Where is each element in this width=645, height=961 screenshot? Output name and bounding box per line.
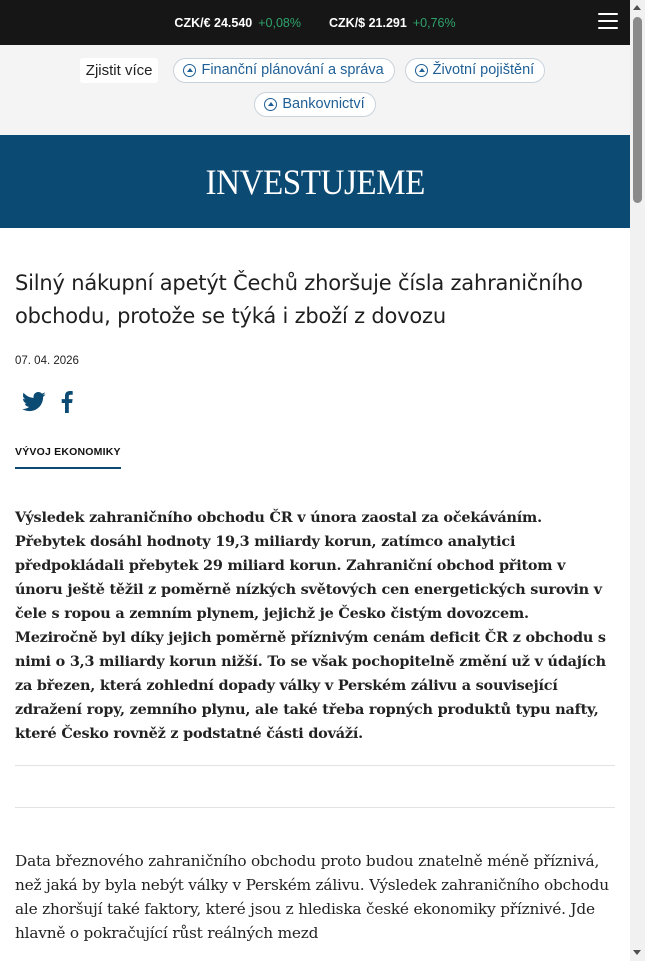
share-buttons: [15, 390, 615, 414]
facebook-icon[interactable]: [60, 391, 74, 413]
chip-life-insurance[interactable]: [405, 58, 546, 83]
topic-chips: [0, 45, 630, 135]
chip-label: Bankovnictví: [282, 96, 365, 112]
brand-banner[interactable]: [0, 135, 630, 228]
hamburger-icon[interactable]: [598, 13, 618, 31]
chip-banking[interactable]: [254, 92, 375, 117]
ticker-item-eur: [174, 16, 301, 30]
hamburger-line: [598, 27, 618, 29]
ticker-pair: CZK/€ 24.540: [174, 15, 253, 30]
divider: [15, 807, 615, 808]
scroll-down-icon[interactable]: [633, 950, 641, 955]
article-title: Silný nákupní apetýt Čechů zhoršuje čísla zahraničního obchodu, protože se týká i zboží z dovozu: [15, 271, 583, 328]
arrow-up-circle-icon: [415, 64, 428, 77]
hamburger-line: [598, 20, 618, 22]
article: [0, 267, 630, 945]
scrollbar[interactable]: [630, 0, 645, 961]
learn-more-label: Zjistit více: [80, 58, 159, 83]
currency-ticker: [0, 0, 630, 45]
chip-label: Finanční plánování a správa: [201, 62, 384, 78]
ticker-pair: CZK/$ 21.291: [329, 15, 407, 30]
chip-row: [0, 92, 630, 117]
brand-logo[interactable]: INVESTUJEME: [205, 161, 425, 202]
article-lead: Výsledek zahraničního obchodu ČR v února zaostal za očekáváním. Přebytek dosáhl hodnoty 19,3 miliardy korun, zatímco analytici předpokládali přebytek 29 miliard korun. Zahraniční obchod přitom v únoru ještě těžil z poměrně nízkých světových cen energetických surovin v čele s ropou a zemním plynem, jejichž je Česko čistým dovozcem. Meziročně byl díky jejich poměrně příznivým cenám deficit ČR z obchodu s nimi o 3,3 miliardy korun nižší. To se však pochopitelně změní už v údajích za březen, která zohlední dopady války v Perském zálivu a související zdražení ropy, zemního plynu, ale také třeba ropných produktů typu nafty, které Česko rovněž z podstatné části dováží.: [15, 509, 606, 742]
ticker-item-usd: [329, 16, 456, 30]
scroll-up-icon[interactable]: [633, 5, 641, 10]
hamburger-line: [598, 13, 618, 15]
ticker-change: +0,08%: [258, 15, 301, 30]
twitter-icon[interactable]: [22, 392, 46, 412]
article-date: 07. 04. 2026: [15, 355, 79, 367]
category-link[interactable]: VÝVOJ EKONOMIKY: [15, 446, 121, 469]
arrow-up-circle-icon: [264, 98, 277, 111]
arrow-up-circle-icon: [183, 64, 196, 77]
scrollbar-thumb[interactable]: [633, 17, 642, 203]
divider: [15, 765, 615, 766]
chip-row: [0, 58, 630, 83]
chip-financial-planning[interactable]: [173, 58, 394, 83]
article-paragraph: Data březnového zahraničního obchodu proto budou znatelně méně příznivá, než jaká by byla nebýt války v Perském zálivu. Výsledek zahraničního obchodu ale zhoršují také faktory, které jsou z hlediska české ekonomiky příznivé. Jde hlavně o pokračující růst reálných mezd: [15, 852, 609, 942]
chip-label: Životní pojištění: [432, 62, 535, 78]
ticker-change: +0,76%: [412, 15, 456, 30]
